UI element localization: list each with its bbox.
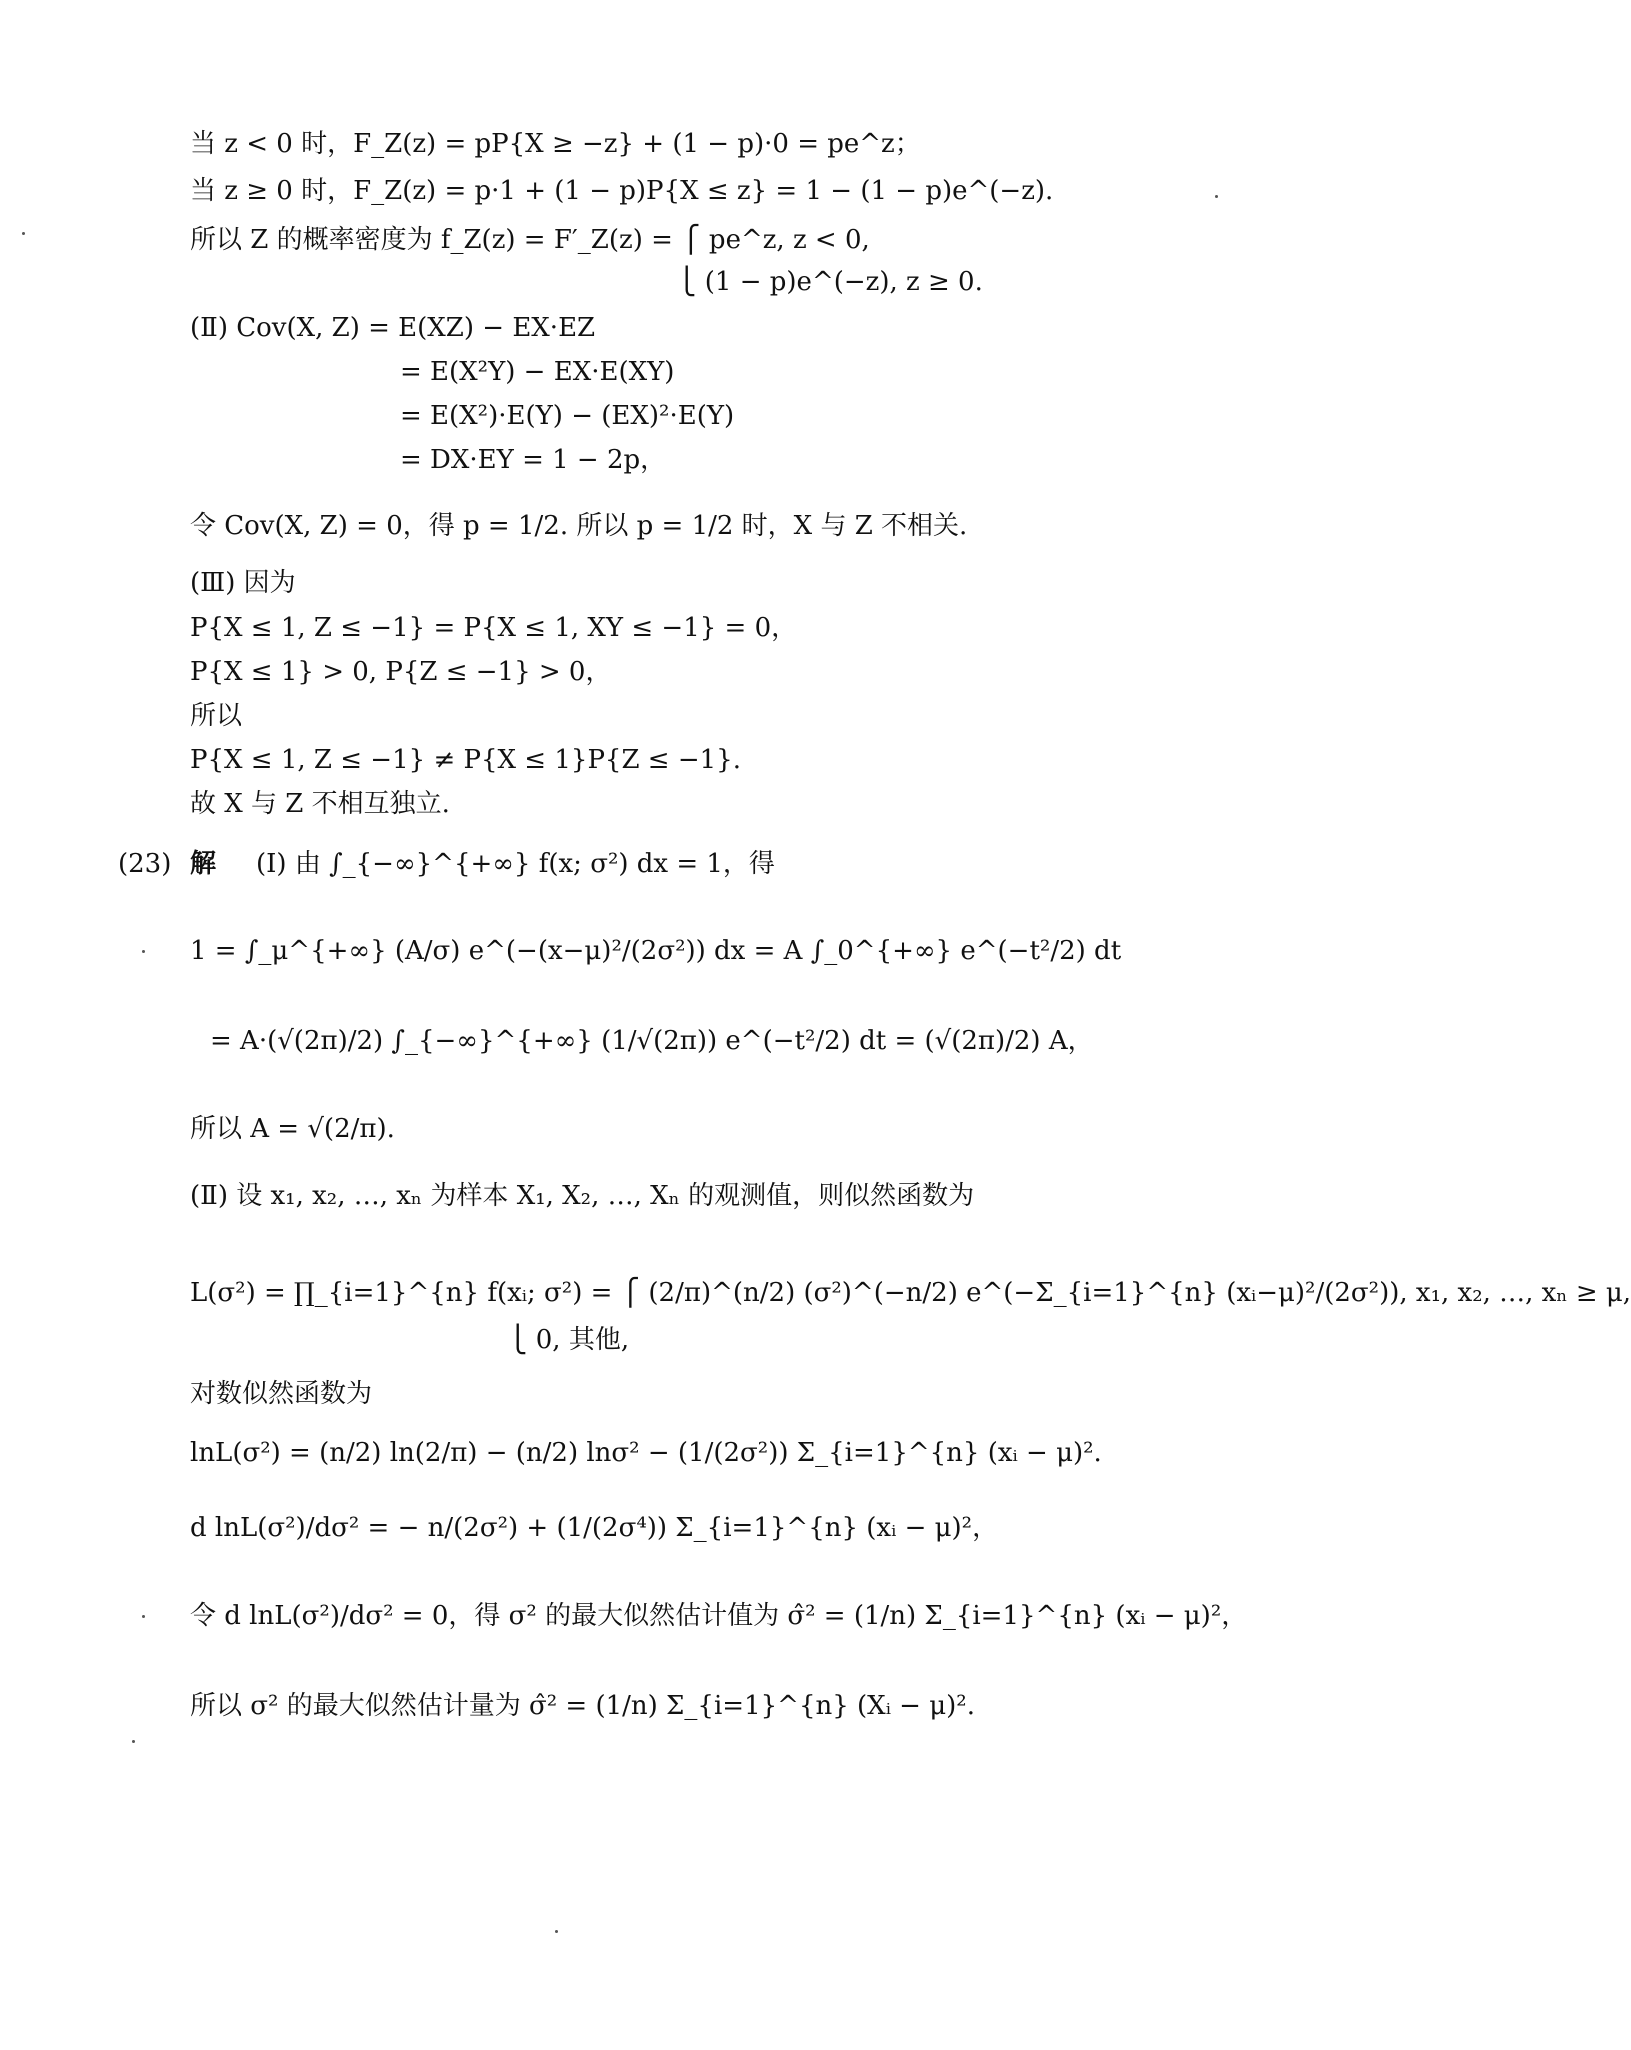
scan-speck (1215, 195, 1218, 198)
scan-speck (142, 950, 145, 953)
formula-mle-estimator: 所以 σ² 的最大似然估计量为 σ̂² = (1/n) Σ_{i=1}^{n} (Xᵢ − μ)². (190, 1691, 975, 1721)
text-line-cov-1: (Ⅱ) Cov(X, Z) = E(XZ) − EX·EZ (190, 313, 596, 343)
formula-derivative: d lnL(σ²)/dσ² = − n/(2σ²) + (1/(2σ⁴)) Σ_{i=1}^{n} (xᵢ − μ)²， (190, 1513, 999, 1543)
text-line-cov-2: = E(X²Y) − EX·E(XY) (400, 357, 675, 387)
formula-likelihood-case2: ⎩ 0, 其他, (508, 1325, 630, 1355)
formula-integral-2: = A·(√(2π)/2) ∫_{−∞}^{+∞} (1/√(2π)) e^(−t²/2) dt = (√(2π)/2) A， (210, 1026, 1094, 1056)
text-line-cov-4: = DX·EY = 1 − 2p， (400, 445, 667, 475)
text-line-part3-conclusion: 故 X 与 Z 不相互独立. (190, 789, 450, 819)
text-line-cov-conclusion: 令 Cov(X, Z) = 0，得 p = 1/2. 所以 p = 1/2 时，X 与 Z 不相关. (190, 511, 968, 541)
formula-integral-1: 1 = ∫_μ^{+∞} (A/σ) e^(−(x−μ)²/(2σ²)) dx = A ∫_0^{+∞} e^(−t²/2) dt (190, 936, 1122, 966)
text-line-cov-3: = E(X²)·E(Y) − (EX)²·E(Y) (400, 401, 735, 431)
text-line-density-case2: ⎩ (1 − p)e^(−z), z ≥ 0. (677, 267, 983, 297)
text-line-part3-prob: P{X ≤ 1, Z ≤ −1} = P{X ≤ 1, XY ≤ −1} = 0， (190, 613, 798, 643)
text-line-part3-heading: (Ⅲ) 因为 (190, 568, 296, 598)
formula-likelihood-case1: L(σ²) = ∏_{i=1}^{n} f(xᵢ; σ²) = ⎧ (2/π)^(n/2) (σ²)^(−n/2) e^(−Σ_{i=1}^{n} (xᵢ−μ)²/(2σ²)), x₁, x₂, …, xₙ ≥ μ, (190, 1278, 1631, 1308)
text-line-part1-start: (Ⅰ) 由 ∫_{−∞}^{+∞} f(x; σ²) dx = 1，得 (256, 849, 775, 879)
solution-label: 解 (190, 849, 217, 879)
formula-loglik: lnL(σ²) = (n/2) ln(2/π) − (n/2) lnσ² − (1/(2σ²)) Σ_{i=1}^{n} (xᵢ − μ)². (190, 1438, 1102, 1468)
scan-speck (132, 1740, 135, 1743)
formula-a-value: 所以 A = √(2/π). (190, 1114, 395, 1144)
text-line-part3-therefore: 所以 (190, 701, 243, 731)
text-line-part3-inequality: P{X ≤ 1, Z ≤ −1} ≠ P{X ≤ 1}P{Z ≤ −1}. (190, 745, 741, 775)
text-line-z-negative: 当 z < 0 时，F_Z(z) = pP{X ≥ −z} + (1 − p)·0 = pe^z； (190, 129, 921, 159)
text-line-density-case1: 所以 Z 的概率密度为 f_Z(z) = F′_Z(z) = ⎧ pe^z, z < 0, (190, 225, 870, 255)
scan-speck (555, 1930, 558, 1933)
text-line-part2-intro: (Ⅱ) 设 x₁, x₂, …, xₙ 为样本 X₁, X₂, …, Xₙ 的观测值，则似然函数为 (190, 1181, 975, 1211)
formula-mle-value: 令 d lnL(σ²)/dσ² = 0，得 σ² 的最大似然估计值为 σ̂² = (1/n) Σ_{i=1}^{n} (xᵢ − μ)²， (190, 1601, 1248, 1631)
scan-speck (22, 232, 25, 235)
text-line-loglik-heading: 对数似然函数为 (190, 1379, 373, 1409)
text-line-z-nonnegative: 当 z ≥ 0 时，F_Z(z) = p·1 + (1 − p)P{X ≤ z} = 1 − (1 − p)e^(−z). (190, 176, 1054, 206)
text-line-part3-positive: P{X ≤ 1} > 0, P{Z ≤ −1} > 0， (190, 657, 612, 687)
question-number: (23) (118, 849, 172, 879)
scan-speck (142, 1615, 145, 1618)
